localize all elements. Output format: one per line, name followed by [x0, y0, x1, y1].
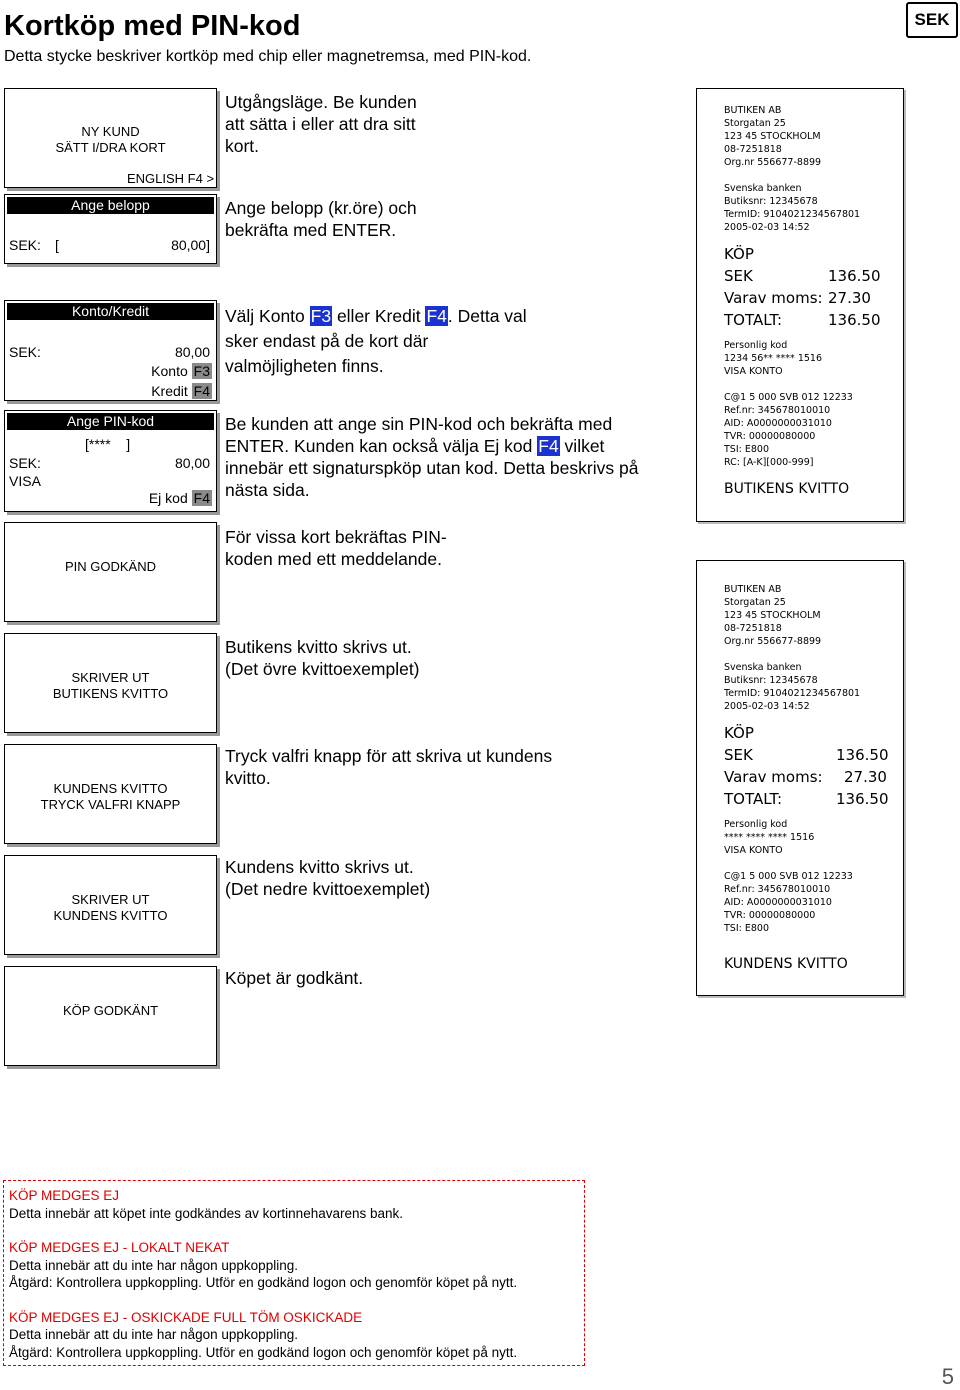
screen-line: SKRIVER UT: [71, 670, 150, 685]
error-text: Åtgärd: Kontrollera uppkoppling. Utför en godkänd logon och genomför köpet på nytt.: [9, 1344, 518, 1360]
terminal-screen-print-customer: [4, 855, 217, 955]
card-type: VISA: [9, 473, 41, 489]
screen-sek-label: SEK:: [9, 344, 41, 360]
screen-line: BUTIKENS KVITTO: [52, 686, 169, 701]
screen-line: NY KUND: [81, 124, 140, 139]
terminal-screen-pin-ok: [4, 522, 217, 622]
screen-amount: 80,00: [174, 344, 210, 360]
terminal-screen-customer-prompt: [4, 744, 217, 844]
error-messages-box: [3, 1180, 585, 1366]
screen-bar: Ange belopp: [7, 197, 214, 214]
f4-key: F4: [538, 436, 559, 456]
error-text: Detta innebär att köpet inte godkändes av kortinnehavarens bank.: [9, 1205, 404, 1221]
error-title: KÖP MEDGES EJ - OSKICKADE FULL TÖM OSKICKADE: [9, 1309, 363, 1325]
step-description: Tryck valfri knapp för att skriva ut kundens kvitto.: [225, 746, 553, 788]
f4-key: F4: [193, 490, 210, 506]
screen-line: SÄTT I/DRA KORT: [55, 140, 166, 155]
terminal-screen-pin: [4, 410, 217, 512]
konto-option: Konto F3: [151, 363, 210, 379]
terminal-screen-start: [4, 88, 217, 188]
screen-bar: Ange PIN-kod: [7, 413, 214, 430]
screen-line: KÖP GODKÄNT: [62, 1003, 159, 1018]
step-description: Butikens kvitto skrivs ut. (Det övre kvittoexemplet): [225, 637, 420, 679]
screen-amount: 80,00]: [171, 237, 210, 253]
page-subtitle: Detta stycke beskriver kortköp med chip eller magnetremsa, med PIN-kod.: [4, 48, 532, 65]
page-title: Kortköp med PIN-kod: [4, 10, 301, 42]
f3-key: F3: [193, 363, 210, 379]
terminal-screen-print-store: [4, 633, 217, 733]
receipt-footer: KUNDENS KVITTO: [724, 956, 848, 972]
screen-line: ENGLISH F4 >: [127, 171, 215, 186]
f3-key: F3: [310, 306, 332, 326]
store-receipt: BUTIKEN AB Storgatan 25 123 45 STOCKHOLM 08-7251818 Org.nr 556677-8899 Svenska banken Butiksnr: 12345678 TermID: 9104021234567801 2005-02-03 14:52 KÖP SEK 136.50 Varav moms: 27.30 TOTALT: 136.50 Personlig kod 1234 56** **** 1516 VISA KONTO C@1 5 000 SVB 012 12233 Ref.nr: 345678010010 AID: A0000000031010 TVR: 00000080000 TSI: E800 RC: [A-K][000-999] BUTIKENS KVITTO: [696, 88, 904, 522]
step-description: Välj Konto F3 eller Kredit F4. Detta val sker endast på de kort där valmöjligheten finns.: [225, 306, 527, 376]
error-block: [9, 1239, 579, 1292]
step-description: För vissa kort bekräftas PIN- koden med ett meddelande.: [225, 527, 447, 569]
f4-key: F4: [426, 306, 447, 326]
pin-field: [**** ]: [85, 436, 131, 452]
terminal-screen-account: [4, 300, 217, 401]
terminal-screen-approved: [4, 966, 217, 1066]
screen-bracket: [: [55, 237, 59, 253]
kredit-option: Kredit F4: [151, 383, 210, 399]
screen-line: TRYCK VALFRI KNAPP: [40, 797, 181, 812]
error-block: [9, 1309, 579, 1362]
error-text: Åtgärd: Kontrollera uppkoppling. Utför en godkänd logon och genomför köpet på nytt.: [9, 1275, 518, 1290]
step-description: Ange belopp (kr.öre) och bekräfta med ENTER.: [225, 198, 417, 240]
step-description: Kundens kvitto skrivs ut. (Det nedre kvittoexemplet): [225, 857, 431, 899]
customer-receipt: BUTIKEN AB Storgatan 25 123 45 STOCKHOLM 08-7251818 Org.nr 556677-8899 Svenska banken Butiksnr: 12345678 TermID: 9104021234567801 2005-02-03 14:52 KÖP SEK 136.50 Varav moms: 27.30 TOTALT: 136.50 Personlig kod **** **** **** 1516 VISA KONTO C@1 5 000 SVB 012 12233 Ref.nr: 345678010010 AID: A0000000031010 TVR: 00000080000 TSI: E800 KUNDENS KVITTO: [696, 560, 904, 996]
error-text: Detta innebär att du inte har någon uppkoppling.: [9, 1257, 298, 1273]
terminal-screen-amount: [4, 194, 217, 264]
step-description: Be kunden att ange sin PIN-kod och bekräfta med ENTER. Kunden kan också välja Ej kod F4 vilket innebär ett signaturspköp utan kod. Detta beskrivs på nästa sida.: [225, 414, 639, 500]
receipt-footer: BUTIKENS KVITTO: [724, 481, 850, 497]
error-title: KÖP MEDGES EJ: [9, 1188, 120, 1203]
step-description: Utgångsläge. Be kunden att sätta i eller att dra sitt kort.: [225, 92, 417, 156]
screen-amount: 80,00: [174, 455, 210, 471]
error-block: [9, 1187, 579, 1222]
screen-line: KUNDENS KVITTO: [53, 781, 168, 796]
step-description: Köpet är godkänt.: [225, 968, 364, 988]
screen-line: PIN GODKÄND: [64, 559, 156, 574]
error-text: Detta innebär att du inte har någon uppkoppling.: [9, 1327, 298, 1342]
screen-line: KUNDENS KVITTO: [53, 908, 168, 923]
no-pin-option: Ej kod F4: [148, 490, 210, 506]
page-number: 5: [941, 1364, 954, 1389]
f4-key: F4: [193, 383, 210, 399]
screen-sek-label: SEK:: [9, 237, 41, 253]
screen-line: SKRIVER UT: [71, 892, 150, 907]
currency-badge: SEK: [906, 2, 958, 38]
screen-sek-label: SEK:: [9, 455, 41, 471]
error-title: KÖP MEDGES EJ - LOKALT NEKAT: [9, 1240, 230, 1255]
screen-bar: Konto/Kredit: [7, 303, 214, 320]
